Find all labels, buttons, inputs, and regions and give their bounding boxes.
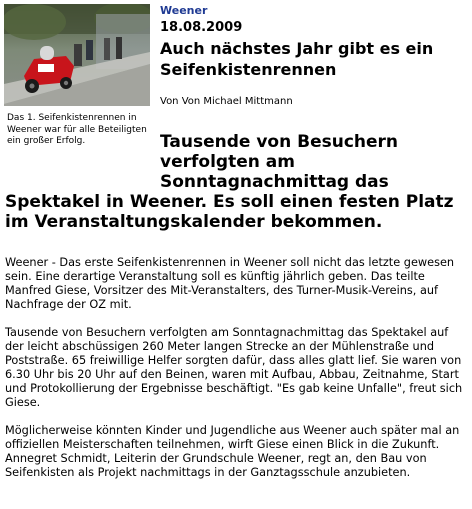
article-paragraph: Möglicherweise könnten Kinder und Jugendliche aus Weener auch später mal an offiziellen Meisterschaften teilnehmen, wirft Giese einen Blick in die Zukunft. Annegret Schmidt, Leiterin der Grundschule Weener, regt an, den Bau von Seifenkisten als Projekt nachmittags in der Ganztagsschule anzubieten. [5,424,460,479]
article-kicker: Weener [160,4,208,17]
article-author: Von Von Michael Mittmann [160,96,293,107]
image-caption: Das 1. Seifenkistenrennen in Weener war für alle Beteiligten ein großer Erfolg. [7,113,147,146]
article-headline: Auch nächstes Jahr gibt es ein Seifenkistenrennen [160,39,434,79]
article-paragraph: Weener - Das erste Seifenkistenrennen in Weener soll nicht das letzte gewesen sein. Eine derartige Veranstaltung soll es künftig jährlich geben. Das teilte Manfred Giese, Vorsitzer des Mit-Veranstalters, des Turner-Musik-Vereins, auf Nachfrage der OZ mit. [5,256,455,311]
article-lead-part2: Spektakel in Weener. Es soll einen festen Platz im Veranstaltungskalender bekommen. [5,192,454,232]
photo-illustration [4,4,150,106]
article-date: 18.08.2009 [160,20,243,35]
article-lead-part1: Tausende von Besuchern verfolgten am Sonntagnachmittag das [160,132,399,192]
article-photo-soapbox-race [4,4,150,106]
article-body [5,256,469,494]
article-paragraph: Tausende von Besuchern verfolgten am Sonntagnachmittag das Spektakel auf der leicht abschüssigen 260 Meter langen Strecke an der Mühlenstraße und Poststraße. 65 freiwillige Helfer sorgten dafür, dass alles glatt lief. Sie waren von 6.30 Uhr bis 20 Uhr auf den Beinen, waren mit Aufbau, Abbau, Zeitnahme, Start und Protokollierung der Ergebnisse beschäftigt. "Es gab keine Unfalle", freut sich Giese. [5,326,463,409]
